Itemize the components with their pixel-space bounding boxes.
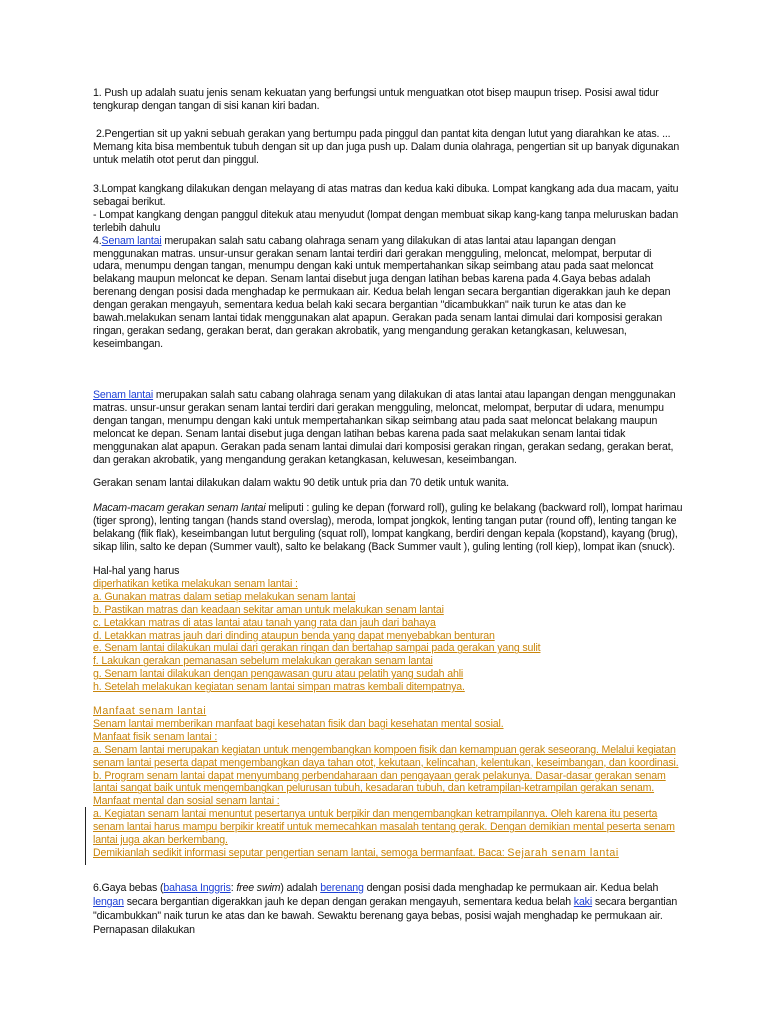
paragraph-sit-up xyxy=(93,128,683,167)
hal-hal-item[interactable]: b. Pastikan matras dan keadaan sekitar aman untuk melakukan senam lantai xyxy=(93,603,444,616)
durasi-text: Gerakan senam lantai dilakukan dalam waktu 90 detik untuk pria dan 70 detik untuk wanita. xyxy=(93,477,509,489)
lompat-kangkang-text: 3.Lompat kangkang dilakukan dengan melayang di atas matras dan kedua kaki dibuka. Lompat kangkang ada dua macam, yaitu sebagai berikut. xyxy=(93,183,679,208)
free-swim-term: free swim xyxy=(236,882,281,894)
senam-lantai-body: merupakan salah satu cabang olahraga senam yang dilakukan di atas lantai atau lapangan dengan menggunakan matras. unsur-unsur gerakan senam lantai terdiri dari gerakan mengguling, meloncat, melompat, berputar di udara, menumpu dengan tangan, menumpu dengan kaki untuk mempertahankan sikap seimbang atau pada saat meloncat belakang maupun meloncat ke depan. Senam lantai disebut juga dengan latihan bebas karena pada 4.Gaya bebas adalah berenang dengan posisi dada menghadap ke permukaan air. Kedua belah lengan secara bergantian digerakkan jauh ke depan dengan gerakan mengayuh, sementara kedua belah kaki secara bergantian "dicambukkan" naik turun ke atas dan ke bawah.melakukan senam lantai tidak menggunakan alat apapun. Gerakan pada senam lantai dimulai dari komposisi gerakan ringan, gerakan sedang, gerakan berat, dan gerakan akrobatik, yang mengandung gerakan ketangkasan, keluwesan, keseimbangan. xyxy=(93,234,671,350)
sejarah-link[interactable]: Sejarah senam lantai xyxy=(507,846,619,859)
paragraph-lompat-kangkang xyxy=(93,183,683,351)
macam-gerakan-body: meliputi : guling ke depan (forward roll), guling ke belakang (backward roll), lompat harimau (tiger sprong), lenting tangan (hands stand overslag), meroda, lompat jongkok, lenting tangan putar (round off), lenting tangan ke belakang (flik flak), keseimbangan lutut berguling (squat roll), lompat kangkang, berdiri dengan kepala (kopstand), kayang (brug), sikap lilin, salto ke depan (Summer vault), salto ke belakang (Back Summer vault ), guling lenting (roll kiep), lompat ikan (snuck). xyxy=(93,502,683,553)
manfaat-line[interactable]: Manfaat fisik senam lantai : xyxy=(93,730,218,743)
section-hal-hal xyxy=(93,565,683,694)
hal-hal-list xyxy=(93,578,683,694)
paragraph-number: 4. xyxy=(93,234,102,247)
hal-hal-item[interactable]: g. Senam lantai dilakukan dengan pengawasan guru atau pelatih yang sudah ahli xyxy=(93,668,464,681)
manfaat-line[interactable]: Manfaat mental dan sosial senam lantai : xyxy=(93,795,280,808)
gaya-bebas-mid: dengan posisi dada menghadap ke permukaan air. Kedua belah xyxy=(363,882,659,894)
text-cursor-bar xyxy=(85,807,86,865)
gaya-bebas-mid: secara bergantian digerakkan jauh ke depan dengan gerakan mengayuh, sementara kedua belah xyxy=(123,896,574,908)
separator: : xyxy=(230,882,237,894)
section-manfaat xyxy=(93,705,683,860)
paragraph-push-up xyxy=(93,87,683,113)
manfaat-line[interactable]: a. Senam lantai merupakan kegiatan untuk mengembangkan kompoen fisik dan kemampuan gerak seseorang. Melalui kegiatan senam lantai peserta dapat mengembangkan daya tahan otot, kekutaan, kelincahan, kelentukan, keseimbangan, dan koordinasi. xyxy=(93,743,679,769)
senam-lantai-paragraph-2 xyxy=(93,389,683,466)
manfaat-line[interactable]: a. Kegiatan senam lantai menuntut pesertanya untuk berpikir dan mengembangkan ketrampilannya. Oleh karena itu peserta senam lantai harus mampu berpikir kreatif untuk memecahkan masalah tentang gerak. Dengan demikian mental peserta senam lantai juga akan berkembang. xyxy=(93,808,675,847)
paragraph-durasi xyxy=(93,477,683,490)
manfaat-closing-text: Demikianlah sedikit informasi seputar pengertian senam lantai, semoga bermanfaat. Baca: xyxy=(93,846,508,859)
hal-hal-intro: Hal-hal yang harus xyxy=(93,565,180,577)
manfaat-title[interactable]: Manfaat senam lantai xyxy=(93,705,207,717)
manfaat-line[interactable]: Senam lantai memberikan manfaat bagi kesehatan fisik dan bagi kesehatan mental sosial. xyxy=(93,717,504,730)
kaki-link[interactable]: kaki xyxy=(573,896,593,908)
lengan-link[interactable]: lengan xyxy=(93,896,124,908)
paragraph-senam-lantai-2 xyxy=(93,389,683,466)
manfaat-line[interactable]: b. Program senam lantai dapat menyumbang perbendaharaan dan pengayaan gerak pelakunya. Dasar-dasar gerakan senam lantai sangat baik untuk mengembangkan pelurusan tubuh, kesadaran tubuh, dan ketrampilan-ketrampilan gerakan senam. xyxy=(93,769,666,795)
hal-hal-item[interactable]: d. Letakkan matras jauh dari dinding ataupun benda yang dapat menyebabkan benturan xyxy=(93,629,495,642)
hal-hal-item[interactable]: a. Gunakan matras dalam setiap melakukan senam lantai xyxy=(93,590,356,603)
hal-hal-item[interactable]: h. Setelah melakukan kegiatan senam lantai simpan matras kembali ditempatnya. xyxy=(93,681,465,694)
gaya-bebas-prefix: 6.Gaya bebas ( xyxy=(93,882,164,894)
push-up-text: 1. Push up adalah suatu jenis senam kekuatan yang berfungsi untuk menguatkan otot bisep maupun trisep. Posisi awal tidur tengkurap dengan tangan di sisi kanan kiri badan. xyxy=(93,87,659,112)
hal-hal-item[interactable]: c. Letakkan matras di atas lantai atau tanah yang rata dan jauh dari bahaya xyxy=(93,616,436,629)
gaya-bebas-mid: ) adalah xyxy=(280,882,321,894)
hal-hal-item[interactable]: diperhatikan ketika melakukan senam lantai : xyxy=(93,577,298,590)
berenang-link[interactable]: berenang xyxy=(320,882,364,894)
senam-lantai-paragraph xyxy=(93,235,683,351)
paragraph-gaya-bebas xyxy=(93,881,683,937)
hal-hal-item[interactable]: e. Senam lantai dilakukan mulai dari gerakan ringan dan bertahap sampai pada gerakan yang sulit xyxy=(93,642,541,655)
bahasa-inggris-link[interactable]: bahasa Inggris xyxy=(163,882,231,894)
manfaat-closing[interactable] xyxy=(93,847,683,860)
lompat-kangkang-list-item: - Lompat kangkang dengan panggul ditekuk atau menyudut (lompat dengan membuat sikap kang-kang tanpa meluruskan badan terlebih dahulu xyxy=(93,208,679,234)
senam-lantai-link-2[interactable]: Senam lantai xyxy=(93,389,154,401)
paragraph-macam-gerakan xyxy=(93,502,683,554)
macam-gerakan-text xyxy=(93,502,683,554)
hal-hal-item[interactable]: f. Lakukan gerakan pemanasan sebelum melakukan gerakan senam lantai xyxy=(93,655,433,668)
gaya-bebas-rest: secara bergantian "dicambukkan" naik turun ke atas dan ke bawah. Sewaktu berenang gaya bebas, posisi wajah menghadap ke permukaan air. Pernapasan dilakukan xyxy=(93,896,678,936)
senam-lantai-link[interactable]: Senam lantai xyxy=(101,234,162,247)
sit-up-text: 2.Pengertian sit up yakni sebuah gerakan yang bertumpu pada pinggul dan pantat kita dengan lutut yang diarahkan ke atas. ... Memang kita bisa membentuk tubuh dengan sit up dan juga push up. Dalam dunia olahraga, pengertian sit up banyak digunakan untuk melatih otot perut dan pinggul. xyxy=(93,128,680,166)
gaya-bebas-text xyxy=(93,881,683,937)
macam-gerakan-title: Macam-macam gerakan senam lantai xyxy=(93,502,266,514)
senam-lantai-body-2: merupakan salah satu cabang olahraga senam yang dilakukan di atas lantai atau lapangan dengan menggunakan matras. unsur-unsur gerakan senam lantai terdiri dari gerakan mengguling, meloncat, melompat, berputar di udara, menumpu dengan tangan, menumpu dengan kaki untuk mempertahankan sikap seimbang atau pada saat meloncat belakang maupun meloncat ke depan. Senam lantai disebut juga dengan latihan bebas karena pada saat melakukan senam lantai tidak menggunakan alat apapun. Gerakan pada senam lantai dimulai dari komposisi gerakan ringan, gerakan sedang, gerakan berat, dan gerakan akrobatik, yang mengandung gerakan ketangkasan, keluwesan, keseimbangan. xyxy=(93,389,676,466)
